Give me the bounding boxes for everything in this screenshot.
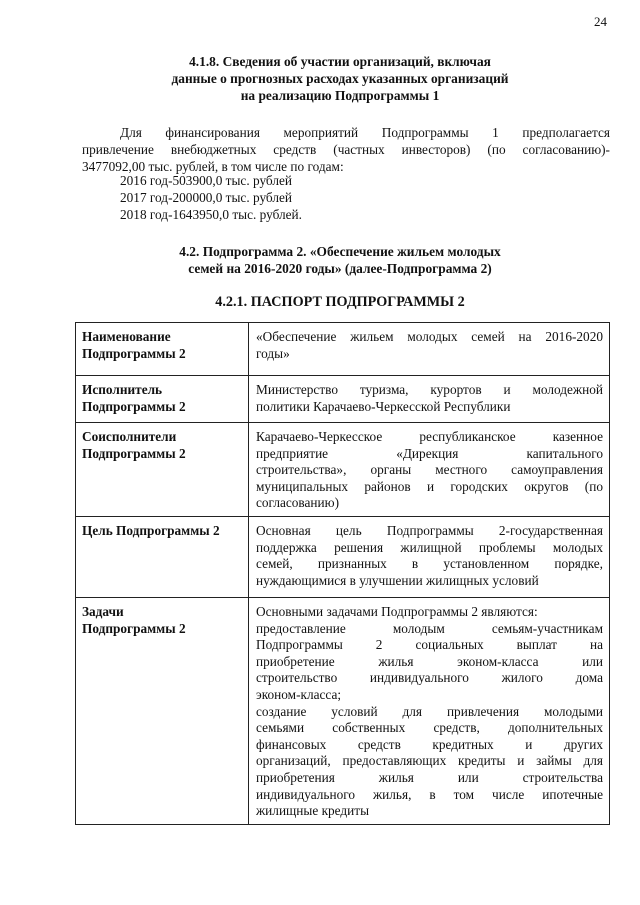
row-value xyxy=(249,423,610,517)
value-line: финансовых средств кредитных и других xyxy=(256,736,603,752)
value-line: семей, признанных в установленном порядке, xyxy=(256,556,603,572)
label-line: Подпрограммы 2 xyxy=(82,398,186,414)
page-number: 24 xyxy=(594,14,607,29)
year-line: 2016 год-503900,0 тыс. рублей xyxy=(120,173,293,188)
row-value xyxy=(249,323,610,376)
row-label xyxy=(76,597,249,824)
table-row-tasks xyxy=(76,597,610,824)
table-row-name xyxy=(76,323,610,376)
value-line: Основная цель Подпрограммы 2-государственная xyxy=(256,522,603,538)
label-line: Исполнитель xyxy=(82,382,163,397)
year-line: 2018 год-1643950,0 тыс. рублей. xyxy=(120,207,302,222)
value-line: предприятие «Дирекция капитального xyxy=(256,445,603,461)
value-line: строительство индивидуального жилого дома xyxy=(256,670,603,686)
row-value xyxy=(249,516,610,597)
row-value xyxy=(249,597,610,824)
financing-by-year xyxy=(120,172,420,223)
label-line: Соисполнители xyxy=(82,429,177,444)
label-line: Цель Подпрограммы 2 xyxy=(82,522,220,538)
title-line: семей на 2016-2020 годы» (далее-Подпрограмма 2) xyxy=(188,261,492,276)
title-line: 4.2.1. ПАСПОРТ ПОДПРОГРАММЫ 2 xyxy=(215,294,465,310)
label-line: Задачи xyxy=(82,603,124,619)
value-line: организаций, предоставляющих кредиты и займы для xyxy=(256,753,603,769)
title-line: 4.1.8. Сведения об участии организаций, включая xyxy=(189,54,491,69)
value-line: годы» xyxy=(256,345,290,361)
value-line: приобретение жилья эконом-класса или xyxy=(256,653,603,669)
value-line: предоставление молодым семьям-участникам xyxy=(256,620,603,636)
value-line: жилищные кредиты xyxy=(256,803,370,819)
paragraph-line: Для финансирования мероприятий Подпрограммы 1 предполагается xyxy=(120,125,610,140)
row-label xyxy=(76,323,249,376)
value-line: Подпрограммы 2 социальных выплат на xyxy=(256,637,603,653)
label-line: Подпрограммы 2 xyxy=(82,620,186,636)
row-label xyxy=(76,516,249,597)
value-line: нуждающимися в улучшении жилищных условий xyxy=(256,572,539,588)
value-line: согласованию) xyxy=(256,495,340,511)
section-4-1-8-title xyxy=(70,53,610,104)
value-line: индивидуального жилья, в том числе ипотечные xyxy=(256,786,603,802)
value-line: «Обеспечение жильем молодых семей на 2016-2020 xyxy=(256,329,603,344)
row-label xyxy=(76,423,249,517)
table-row-executor xyxy=(76,376,610,423)
value-line: политики Карачаево-Черкесской Республики xyxy=(256,398,511,414)
label-line: Подпрограммы 2 xyxy=(82,445,186,461)
value-line: семьями собственных средств, дополнительных xyxy=(256,720,603,736)
value-line: создание условий для привлечения молодыми xyxy=(256,703,603,719)
year-line: 2017 год-200000,0 тыс. рублей xyxy=(120,190,293,205)
table-row-goal xyxy=(76,516,610,597)
value-line: Министерство туризма, курортов и молодежной xyxy=(256,382,603,397)
title-line: на реализацию Подпрограммы 1 xyxy=(240,88,440,103)
value-line: эконом-класса; xyxy=(256,686,342,702)
title-line: 4.2. Подпрограмма 2. «Обеспечение жильем молодых xyxy=(179,244,501,259)
value-line: приобретения жилья или строительства xyxy=(256,769,603,785)
title-line: данные о прогнозных расходах указанных организаций xyxy=(171,71,509,86)
label-line: Подпрограммы 2 xyxy=(82,345,186,361)
table-row-co-executors xyxy=(76,423,610,517)
paragraph-line: 3477092,00 тыс. рублей, в том числе по годам: xyxy=(82,159,344,174)
row-label xyxy=(76,376,249,423)
section-4-2-title xyxy=(70,243,610,277)
passport-table xyxy=(75,322,610,825)
financing-paragraph xyxy=(82,124,610,175)
section-4-2-1-title xyxy=(70,294,610,311)
value-line: поддержка решения жилищной проблемы молодых xyxy=(256,539,603,555)
value-line: строительства», органы местного самоуправления xyxy=(256,462,603,478)
value-line: муниципальных районов и городских округов (по xyxy=(256,478,603,494)
row-value xyxy=(249,376,610,423)
value-line: Карачаево-Черкесское республиканское казенное xyxy=(256,429,603,444)
label-line: Наименование xyxy=(82,329,171,344)
paragraph-line: привлечение внебюджетных средств (частных инвесторов) (по согласованию)- xyxy=(82,142,610,157)
value-line: Основными задачами Подпрограммы 2 являются: xyxy=(256,603,538,619)
